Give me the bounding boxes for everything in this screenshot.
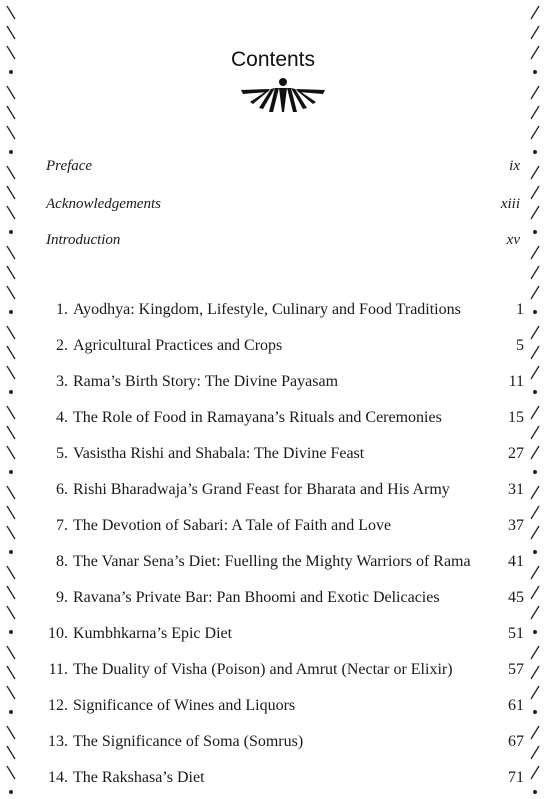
chapter-number: 2. <box>56 337 68 354</box>
chapter-title: Rishi Bharadwaja’s Grand Feast for Bharata and His Army <box>73 481 450 498</box>
chapter-entry[interactable] <box>46 301 524 323</box>
chapter-title: Ravana’s Private Bar: Pan Bhoomi and Exotic Delicacies <box>73 589 440 606</box>
chapter-title: Significance of Wines and Liquors <box>73 697 296 714</box>
front-matter-entry[interactable] <box>46 232 520 252</box>
chapter-title: The Vanar Sena’s Diet: Fuelling the Mighty Warriors of Rama <box>73 553 471 570</box>
chapter-entry[interactable] <box>46 337 524 359</box>
chapter-title: The Devotion of Sabari: A Tale of Faith and Love <box>73 517 392 534</box>
chapter-page: 5 <box>516 337 524 354</box>
chapter-title: Agricultural Practices and Crops <box>73 337 283 354</box>
chapter-entry[interactable] <box>46 589 524 611</box>
chapter-page: 15 <box>508 409 524 426</box>
chapter-number: 1. <box>56 301 68 318</box>
chapter-number: 4. <box>56 409 68 426</box>
chapter-entry[interactable] <box>46 661 524 683</box>
chapter-number: 14. <box>48 769 68 786</box>
left-decorative-border <box>0 0 22 799</box>
right-decorative-border <box>524 0 546 799</box>
chapter-page: 45 <box>508 589 524 606</box>
chapter-title: The Significance of Soma (Somrus) <box>73 733 304 750</box>
chapter-entry[interactable] <box>46 697 524 719</box>
chapter-title: Rama’s Birth Story: The Divine Payasam <box>73 373 339 390</box>
chapter-page: 37 <box>508 517 524 534</box>
chapter-number: 12. <box>48 697 68 714</box>
chapter-page: 71 <box>508 769 524 786</box>
chapter-title: Kumbhkarna’s Epic Diet <box>73 625 233 642</box>
chapter-title: The Duality of Visha (Poison) and Amrut (Nectar or Elixir) <box>73 661 453 678</box>
chapter-entry[interactable] <box>46 409 524 431</box>
front-matter-page: xiii <box>500 196 520 212</box>
chapter-page: 11 <box>508 373 524 390</box>
chapter-title: The Rakshasa’s Diet <box>73 769 205 786</box>
chapter-entry[interactable] <box>46 733 524 755</box>
chapter-entry[interactable] <box>46 373 524 395</box>
front-matter-title: Acknowledgements <box>46 196 161 212</box>
chapter-title: Ayodhya: Kingdom, Lifestyle, Culinary and Food Traditions <box>73 301 461 318</box>
front-matter-entry[interactable] <box>46 158 520 178</box>
chapter-page: 67 <box>508 733 524 750</box>
sunburst-ornament-icon <box>235 76 331 116</box>
front-matter-page: xv <box>506 232 520 248</box>
chapter-page: 41 <box>508 553 524 570</box>
chapter-page: 27 <box>508 445 524 462</box>
chapter-page: 1 <box>516 301 524 318</box>
chapter-entry[interactable] <box>46 445 524 467</box>
front-matter-page: ix <box>509 158 520 174</box>
chapter-number: 13. <box>48 733 68 750</box>
chapter-number: 7. <box>56 517 68 534</box>
chapter-number: 5. <box>56 445 68 462</box>
front-matter-entry[interactable] <box>46 196 520 216</box>
chapter-entry[interactable] <box>46 481 524 503</box>
chapter-title: The Role of Food in Ramayana’s Rituals and Ceremonies <box>73 409 442 426</box>
chapter-number: 11. <box>48 661 68 678</box>
front-matter-title: Introduction <box>46 232 121 248</box>
chapter-entry[interactable] <box>46 517 524 539</box>
contents-heading: Contents <box>230 48 316 71</box>
chapter-entry[interactable] <box>46 553 524 575</box>
chapter-number: 8. <box>56 553 68 570</box>
chapter-title: Vasistha Rishi and Shabala: The Divine Feast <box>73 445 365 462</box>
front-matter-title: Preface <box>46 158 93 174</box>
chapter-page: 61 <box>508 697 524 714</box>
chapter-page: 31 <box>508 481 524 498</box>
chapter-number: 3. <box>56 373 68 390</box>
chapter-entry[interactable] <box>46 625 524 647</box>
chapter-number: 6. <box>56 481 68 498</box>
chapter-entry[interactable] <box>46 769 524 791</box>
chapter-number: 9. <box>56 589 68 606</box>
chapter-page: 57 <box>508 661 524 678</box>
chapter-page: 51 <box>508 625 524 642</box>
chapter-number: 10. <box>48 625 68 642</box>
